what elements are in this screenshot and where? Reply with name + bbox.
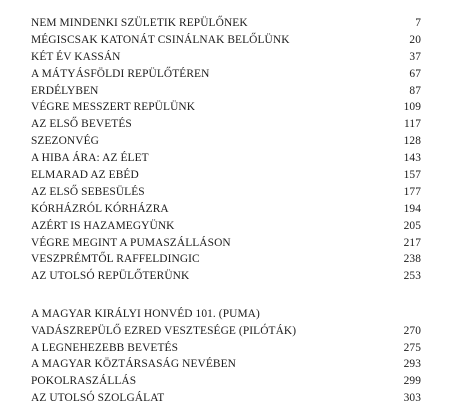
toc-entry-page-number: 109 <box>403 101 421 114</box>
toc-entry <box>31 15 421 32</box>
toc-entry-page-number: 20 <box>409 33 421 46</box>
toc-entry-page-number: 157 <box>403 169 421 182</box>
toc-entry <box>31 235 421 252</box>
toc-entry-page-number: 270 <box>403 324 421 337</box>
toc-entry-title: A MÁTYÁSFÖLDI REPÜLŐTÉREN <box>31 67 210 80</box>
toc-entry <box>31 167 421 184</box>
toc-entry <box>31 201 421 218</box>
toc-entry-page-number: 217 <box>403 236 421 249</box>
toc-section-appendix <box>31 306 421 407</box>
toc-entry-title: AZ UTOLSÓ REPÜLŐTERÜNK <box>31 270 190 283</box>
toc-entry-page-number: 303 <box>403 392 421 405</box>
toc-entry-title: KÉT ÉV KASSÁN <box>31 50 121 63</box>
toc-entry <box>31 323 421 340</box>
toc-entry <box>31 116 421 133</box>
toc-entry-page-number: 293 <box>403 358 421 371</box>
toc-entry-page-number: 177 <box>403 185 421 198</box>
toc-entry <box>31 83 421 100</box>
toc-entry-title: NEM MINDENKI SZÜLETIK REPÜLŐNEK <box>31 17 248 29</box>
toc-entry-page-number: 205 <box>403 219 421 232</box>
toc-entry <box>31 251 421 268</box>
toc-entry-title: A MAGYAR KIRÁLYI HONVÉD 101. (PUMA) <box>31 307 260 320</box>
toc-entry-title: VÉGRE MESSZERT REPÜLÜNK <box>31 101 196 114</box>
toc-entry-page-number: 87 <box>409 84 421 97</box>
toc-entry <box>31 99 421 116</box>
toc-entry <box>31 340 421 357</box>
toc-entry-title: AZ UTOLSÓ SZOLGÁLAT <box>31 392 165 405</box>
toc-entry-page-number: 7 <box>415 17 421 29</box>
toc-section-chapters <box>31 15 421 285</box>
toc-entry <box>31 306 421 323</box>
toc-entry-title: VADÁSZREPÜLŐ EZRED VESZTESÉGE (PILÓTÁK) <box>31 324 297 337</box>
toc-entry <box>31 184 421 201</box>
toc-entry-title: AZÉRT IS HAZAMEGYÜNK <box>31 219 175 232</box>
toc-entry-page-number: 194 <box>403 202 421 215</box>
toc-entry-title: ERDÉLYBEN <box>31 84 99 97</box>
toc-entry-page-number: 275 <box>403 341 421 354</box>
toc-entry-title: AZ ELSŐ SEBESÜLÉS <box>31 185 145 198</box>
toc-entry-title: POKOLRASZÁLLÁS <box>31 375 137 388</box>
toc-entry <box>31 356 421 373</box>
toc-entry <box>31 66 421 83</box>
toc-entry-page-number: 238 <box>403 253 421 266</box>
toc-entry <box>31 390 421 407</box>
toc-entry-title: A MAGYAR KÖZTÁRSASÁG NEVÉBEN <box>31 358 236 371</box>
table-of-contents <box>31 15 421 407</box>
toc-entry-page-number: 128 <box>403 135 421 148</box>
toc-entry <box>31 32 421 49</box>
section-gap <box>31 285 421 306</box>
toc-entry-title: A HIBA ÁRA: AZ ÉLET <box>31 152 149 165</box>
toc-entry-title: ELMARAD AZ EBÉD <box>31 169 139 182</box>
toc-entry-page-number: 117 <box>404 118 421 131</box>
toc-entry-title: SZEZONVÉG <box>31 135 99 148</box>
toc-entry <box>31 373 421 390</box>
toc-entry <box>31 49 421 66</box>
toc-entry <box>31 268 421 285</box>
toc-entry-title: MÉGISCSAK KATONÁT CSINÁLNAK BELŐLÜNK <box>31 33 290 46</box>
toc-entry <box>31 133 421 150</box>
toc-entry-title: VESZPRÉMTŐL RAFFELDINGIC <box>31 253 200 266</box>
toc-entry <box>31 218 421 235</box>
toc-entry-title: VÉGRE MEGINT A PUMASZÁLLÁSON <box>31 236 231 249</box>
toc-entry-page-number: 253 <box>403 270 421 283</box>
toc-entry-page-number: 37 <box>409 50 421 63</box>
toc-entry-title: A LEGNEHEZEBB BEVETÉS <box>31 341 179 354</box>
toc-entry-page-number: 299 <box>403 375 421 388</box>
toc-entry-page-number: 143 <box>403 152 421 165</box>
toc-entry <box>31 150 421 167</box>
toc-entry-page-number: 67 <box>409 67 421 80</box>
toc-entry-title: AZ ELSŐ BEVETÉS <box>31 118 132 131</box>
toc-entry-title: KÓRHÁZRÓL KÓRHÁZRA <box>31 202 169 215</box>
